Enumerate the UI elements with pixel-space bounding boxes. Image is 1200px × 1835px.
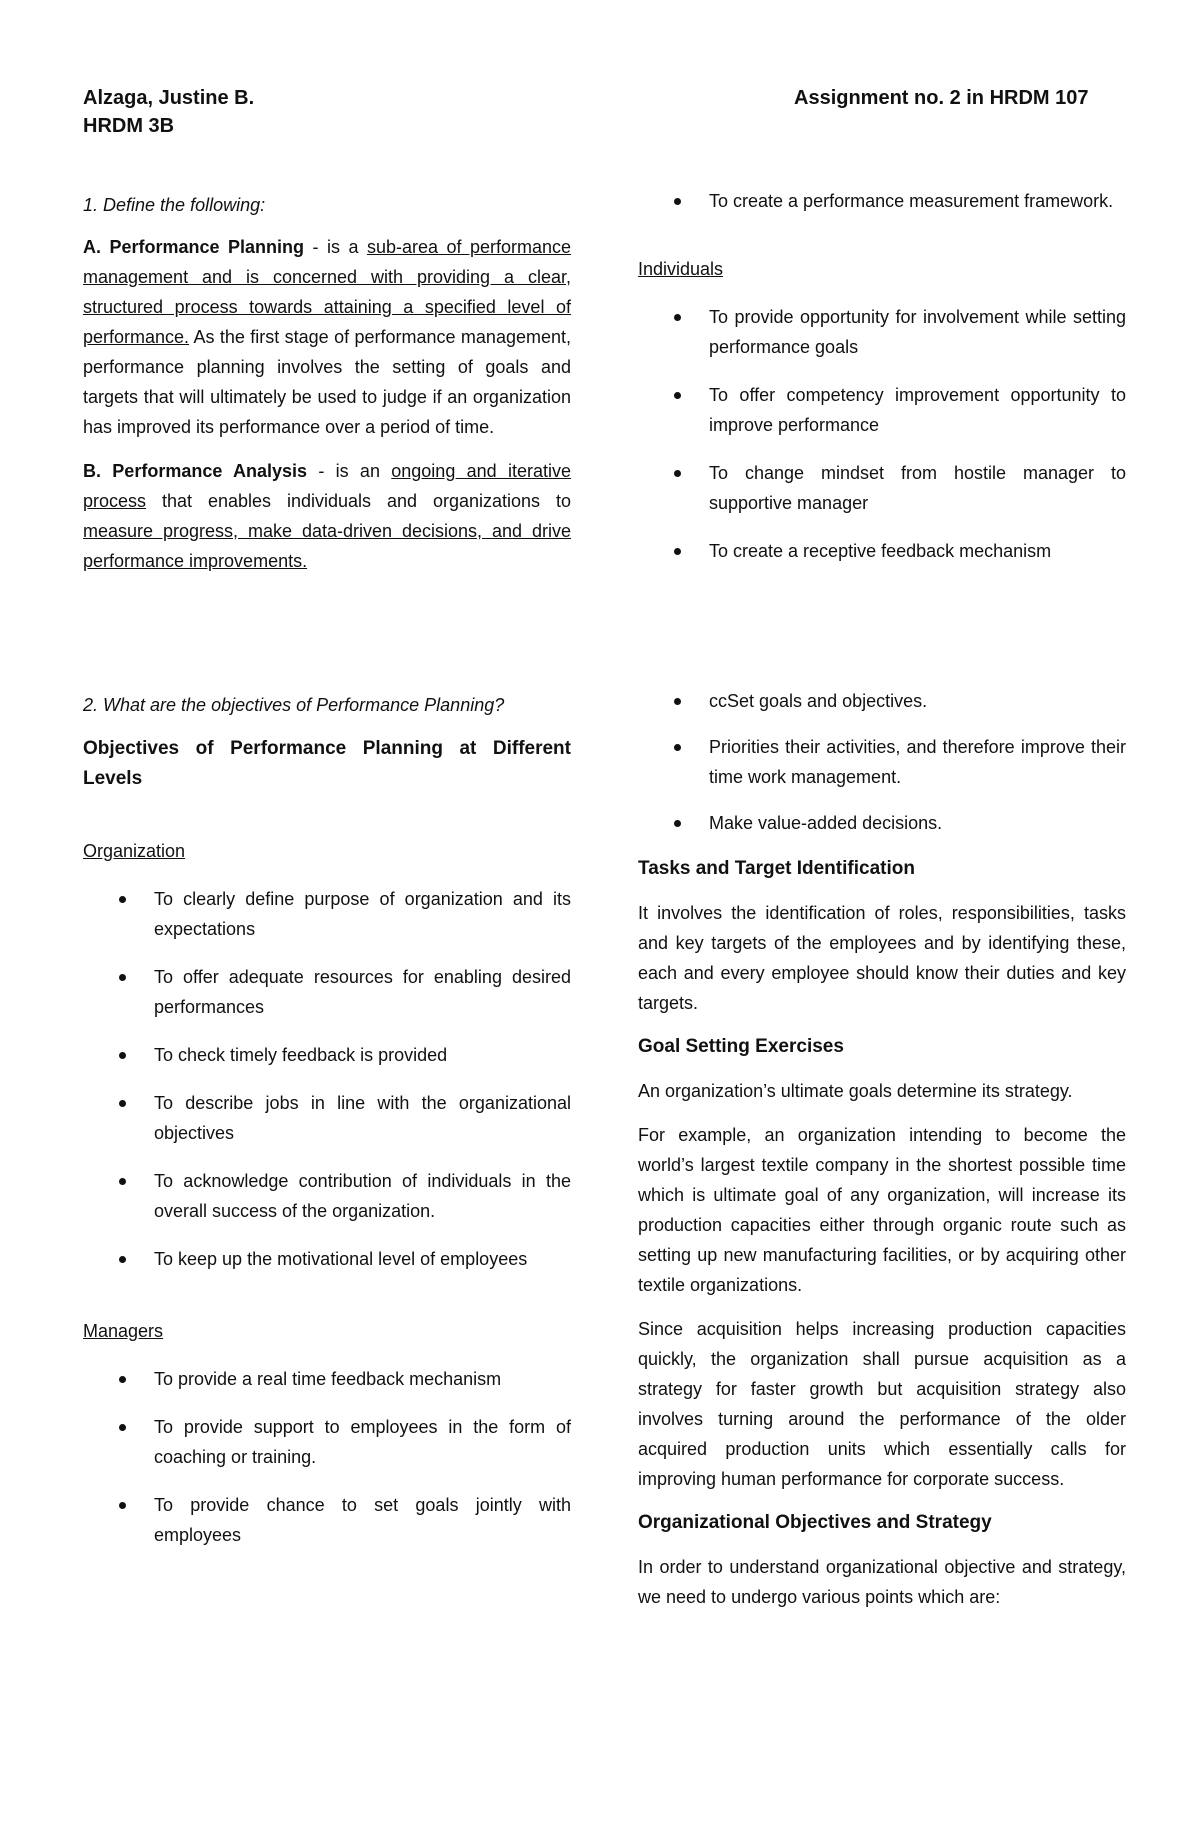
definition-b-mid: that enables individuals and organizations to [146, 491, 571, 511]
student-section: HRDM 3B [83, 115, 175, 137]
definition-a-dash: - is a [304, 237, 367, 257]
definition-b-dash: - is an [307, 461, 392, 481]
list-item: To create a performance measurement framework. [638, 186, 1126, 216]
right-column-bottom [638, 686, 1126, 1612]
definition-b-term: B. Performance Analysis [83, 461, 308, 481]
org-objectives-paragraph: In order to understand organizational objective and strategy, we need to undergo various points which are: [638, 1557, 1126, 1607]
definition-a-term: A. Performance Planning [83, 237, 305, 257]
list-item: To provide chance to set goals jointly with employees [83, 1490, 571, 1550]
question-1-prompt: 1. Define the following: [83, 195, 266, 215]
goal-paragraph-1: An organization’s ultimate goals determine its strategy. [638, 1081, 1073, 1101]
assignment-title: Assignment no. 2 in HRDM 107 [794, 87, 1089, 109]
list-item: To provide opportunity for involvement while setting performance goals [638, 302, 1126, 362]
tasks-heading: Tasks and Target Identification [638, 858, 915, 879]
definition-b-underlined-1: ongoing and iterative process [83, 461, 571, 511]
definition-b-underlined-2: measure progress, make data-driven decisions, and drive performance improvements. [83, 521, 571, 571]
list-item: To clearly define purpose of organization and its expectations [83, 884, 571, 944]
list-item: To change mindset from hostile manager to supportive manager [638, 458, 1126, 518]
tasks-paragraph: It involves the identification of roles, responsibilities, tasks and key targets of the employees and by identifying these, each and every employee should know their duties and key targets. [638, 903, 1126, 1013]
list-item: To check timely feedback is provided [83, 1040, 571, 1070]
list-item: To acknowledge contribution of individuals in the overall success of the organization. [83, 1166, 571, 1226]
question-1-section [83, 190, 571, 576]
definition-a [83, 232, 571, 442]
student-name: Alzaga, Justine B. [83, 87, 255, 109]
org-objectives-heading: Organizational Objectives and Strategy [638, 1512, 992, 1533]
list-item: ccSet goals and objectives. [638, 686, 1126, 716]
list-item: To offer adequate resources for enabling desired performances [83, 962, 571, 1022]
list-item: To offer competency improvement opportunity to improve performance [638, 380, 1126, 440]
organization-label: Organization [83, 841, 186, 861]
list-item: Priorities their activities, and therefore improve their time work management. [638, 732, 1126, 792]
list-item: To provide a real time feedback mechanism [83, 1364, 571, 1394]
list-item: To describe jobs in line with the organizational objectives [83, 1088, 571, 1148]
goal-setting-heading: Goal Setting Exercises [638, 1036, 844, 1057]
right-column-top [638, 186, 1126, 566]
objectives-heading: Objectives of Performance Planning at Different Levels [83, 738, 571, 789]
list-item: To create a receptive feedback mechanism [638, 536, 1126, 566]
definition-a-rest: As the first stage of performance management, performance planning involves the setting of goals and targets that will ultimately be used to judge if an organization has improved its performance over a period of time. [83, 327, 571, 437]
student-info [83, 84, 254, 140]
question-2-section [83, 690, 571, 1550]
individuals-list [638, 302, 1126, 566]
individuals-list-continued [638, 686, 1126, 838]
individuals-label: Individuals [638, 259, 724, 279]
list-item: To keep up the motivational level of employees [83, 1244, 571, 1274]
managers-label: Managers [83, 1321, 164, 1341]
list-item: Make value-added decisions. [638, 808, 1126, 838]
goal-paragraph-3: Since acquisition helps increasing production capacities quickly, the organization shall pursue acquisition as a strategy for faster growth but acquisition strategy also involves turning around the performance of the older acquired production units which essentially calls for improving human performance for corporate success. [638, 1319, 1126, 1489]
managers-list [83, 1364, 571, 1550]
organization-list [83, 884, 571, 1274]
list-item: To provide support to employees in the form of coaching or training. [83, 1412, 571, 1472]
goal-paragraph-2: For example, an organization intending to become the world’s largest textile company in the shortest possible time which is ultimate goal of any organization, will increase its production capacities either through organic route such as setting up new manufacturing facilities, or by acquiring other textile organizations. [638, 1125, 1126, 1295]
definition-a-underlined: sub-area of performance management and is concerned with providing a clear, structured process towards attaining a specified level of performance. [83, 237, 571, 347]
definition-b [83, 456, 571, 576]
question-2-prompt: 2. What are the objectives of Performance Planning? [83, 695, 505, 715]
